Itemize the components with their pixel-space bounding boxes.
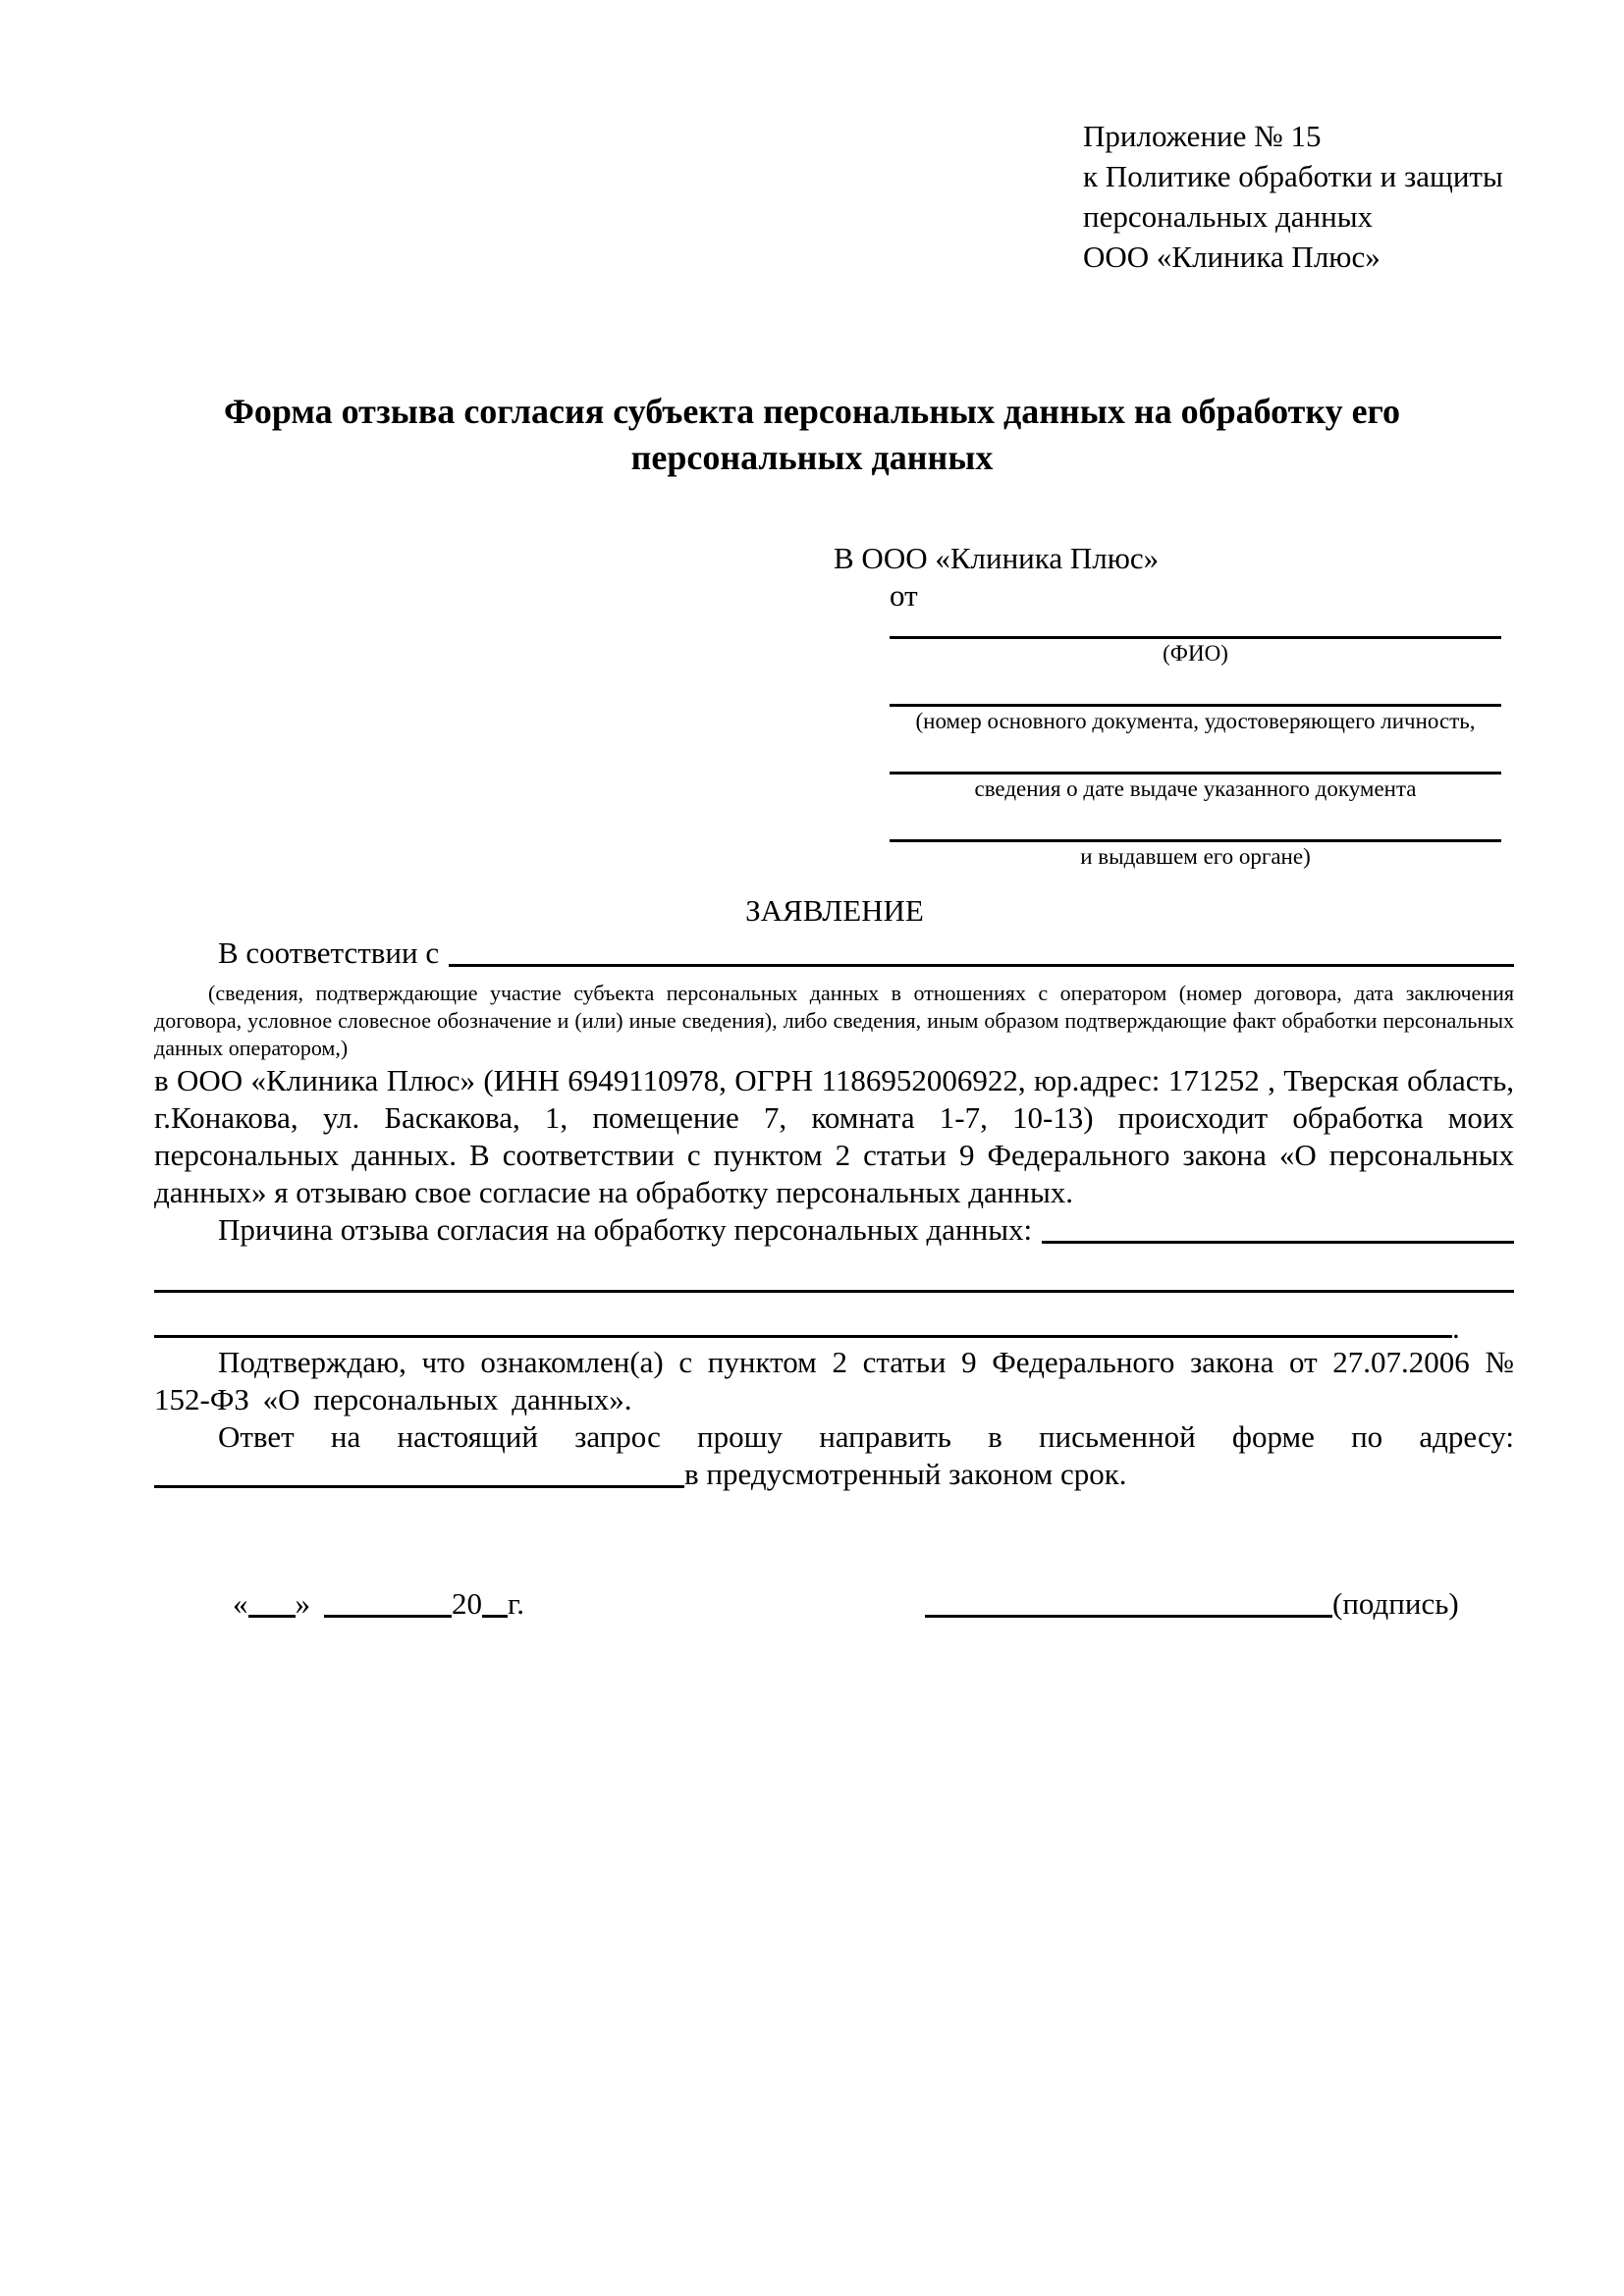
signature-blank-line bbox=[925, 1589, 1332, 1618]
date-quote-open: « bbox=[233, 1586, 248, 1621]
date-quote-close: » bbox=[295, 1586, 310, 1621]
appendix-line-3: персональных данных bbox=[1083, 199, 1374, 234]
recipient-block bbox=[834, 540, 1501, 872]
blank-terminator: . bbox=[1452, 1310, 1460, 1345]
blank-line-issue-date bbox=[890, 750, 1501, 774]
reply-request-text: Ответ на настоящий запрос прошу направить в письменной форме по адресу: bbox=[218, 1419, 1514, 1454]
reply-address-row bbox=[154, 1456, 1514, 1493]
appendix-line-4: ООО «Клиника Плюс» bbox=[1083, 240, 1380, 274]
day-blank-line bbox=[248, 1589, 296, 1618]
blank-line-issuing-authority bbox=[890, 818, 1501, 842]
reason-blank-line-2 bbox=[154, 1249, 1514, 1293]
issue-date-field bbox=[890, 750, 1501, 804]
reason-blank-line-3 bbox=[154, 1293, 1452, 1338]
reason-blank-row-3 bbox=[154, 1293, 1514, 1345]
clarification-note: (сведения, подтверждающие участие субъекта персональных данных в отношениях с оператором (номер договора, дата заключения договора, условное словесное обозначение и (или) иные сведения), либо сведения, иным образом подтверждающие факт обработки персональных данных оператором,) bbox=[154, 981, 1514, 1060]
signature-field bbox=[925, 1586, 1459, 1622]
blank-line-fio bbox=[890, 614, 1501, 639]
appendix-header bbox=[1083, 116, 1503, 277]
confirmation-text: Подтверждаю, что ознакомлен(а) с пунктом 2 статьи 9 Федерального закона от 27.07.2006 № 152-ФЗ «О персональных данных». bbox=[154, 1345, 1514, 1416]
reason-label: Причина отзыва согласия на обработку персональных данных: bbox=[218, 1212, 1033, 1247]
footer-row bbox=[154, 1586, 1514, 1645]
statement-body: в ООО «Клиника Плюс» (ИНН 6949110978, ОГРН 1186952006922, юр.адрес: 171252 , Тверская область, г.Конакова, ул. Баскакова, 1, помещение 7, комната 1-7, 10-13) происходит обработка моих персональных данных. В соответствии с пунктом 2 статьи 9 Федерального закона «О персональных данных» я отзываю свое согласие на обработку персональных данных. bbox=[154, 1063, 1514, 1209]
address-blank-line bbox=[154, 1485, 684, 1488]
issuing-authority-field bbox=[890, 818, 1501, 872]
intro-blank-line bbox=[449, 964, 1514, 967]
statement-body-block bbox=[154, 934, 1514, 1493]
blank-line-document-number bbox=[890, 682, 1501, 707]
statement-heading: ЗАЯВЛЕНИЕ bbox=[745, 893, 924, 928]
reason-row bbox=[154, 1211, 1514, 1249]
signature-label: (подпись) bbox=[1332, 1586, 1459, 1621]
reason-blank-line bbox=[1042, 1241, 1514, 1244]
year-text: 20 bbox=[452, 1586, 482, 1621]
intro-text: В соответствии с bbox=[218, 935, 440, 970]
document-number-field bbox=[890, 682, 1501, 736]
appendix-line-1: Приложение № 15 bbox=[1083, 119, 1322, 153]
intro-row bbox=[154, 934, 1514, 972]
date-field bbox=[233, 1586, 524, 1622]
reply-deadline-text: в предусмотренный законом срок. bbox=[684, 1457, 1127, 1491]
year-era: г. bbox=[508, 1586, 524, 1621]
form-title: Форма отзыва согласия субъекта персональных данных на обработку его персональных данных bbox=[223, 392, 1401, 477]
label-issue-date: сведения о дате выдаче указанного документа bbox=[974, 776, 1417, 801]
label-document-number: (номер основного документа, удостоверяющего личность, bbox=[915, 709, 1476, 733]
year-blank-line bbox=[482, 1589, 508, 1618]
from-label: от bbox=[890, 578, 918, 613]
label-issuing-authority: и выдавшем его органе) bbox=[1080, 844, 1311, 869]
appendix-line-2: к Политике обработки и защиты bbox=[1083, 159, 1503, 193]
fio-field bbox=[890, 614, 1501, 668]
month-blank-line bbox=[324, 1589, 452, 1618]
label-fio: (ФИО) bbox=[1163, 641, 1228, 666]
recipient-org: В ООО «Клиника Плюс» bbox=[834, 541, 1160, 575]
